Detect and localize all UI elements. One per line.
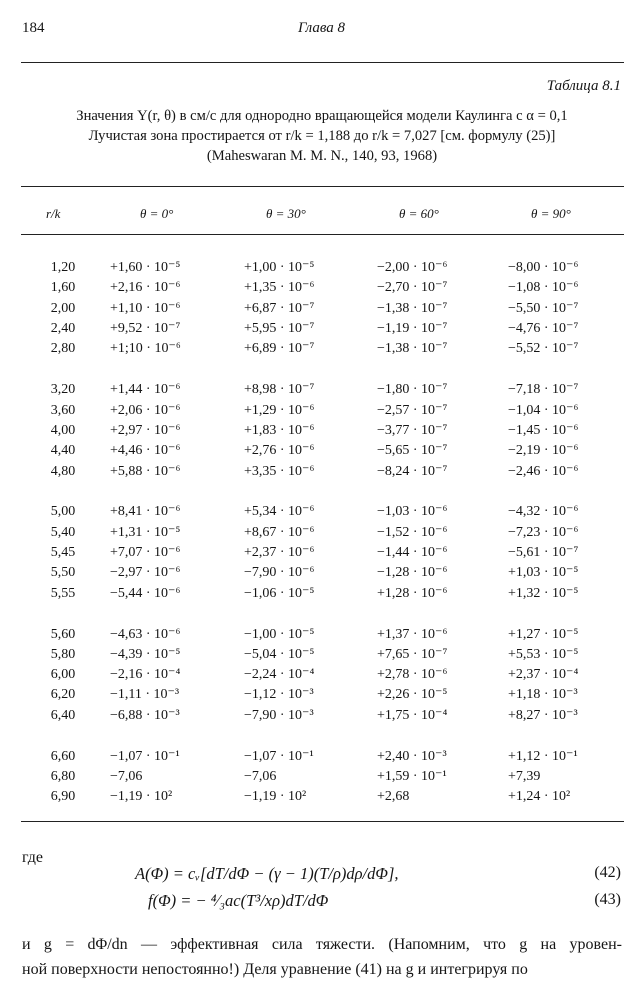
table-row [0, 299, 643, 319]
cell-theta-90: +1,18 · 10⁻³ [508, 687, 578, 703]
cell-rk: 6,60 [50, 748, 76, 764]
cell-theta-60: −1,03 · 10⁻⁶ [377, 504, 448, 520]
cell-theta-0: +4,46 · 10⁻⁶ [110, 443, 181, 459]
table-caption-line: Значения Y(r, θ) в см/с для однородно вращающейся модели Каулинга с α = 0,1 [76, 108, 568, 124]
table-row [0, 625, 643, 645]
table-label: Таблица 8.1 [546, 78, 621, 94]
cell-theta-30: −7,06 [244, 768, 277, 784]
cell-theta-90: −5,52 · 10⁻⁷ [508, 341, 579, 357]
cell-theta-60: +1,37 · 10⁻⁶ [377, 626, 448, 642]
table-row [0, 421, 643, 441]
table-bottom-rule [21, 821, 624, 822]
cell-theta-30: +1,83 · 10⁻⁶ [244, 422, 315, 438]
cell-theta-30: +8,98 · 10⁻⁷ [244, 382, 315, 398]
cell-theta-0: −5,44 · 10⁻⁶ [110, 585, 181, 601]
table-caption-line: Лучистая зона простирается от r/k = 1,188 до r/k = 7,027 [см. формулу (25)] [88, 128, 556, 144]
cell-theta-60: +1,75 · 10⁻⁴ [377, 707, 448, 723]
table-row [0, 543, 643, 563]
table-header-rule [21, 234, 624, 235]
cell-theta-0: −4,39 · 10⁻⁵ [110, 646, 181, 662]
cell-theta-60: +1,28 · 10⁻⁶ [377, 585, 448, 601]
cell-theta-30: −1,19 · 10² [244, 789, 307, 805]
cell-theta-30: +6,89 · 10⁻⁷ [244, 341, 315, 357]
cell-theta-0: −1,11 · 10⁻³ [110, 687, 180, 703]
cell-rk: 5,60 [50, 626, 76, 642]
cell-theta-0: +2,97 · 10⁻⁶ [110, 422, 181, 438]
cell-theta-30: +8,67 · 10⁻⁶ [244, 524, 315, 540]
cell-theta-90: −4,76 · 10⁻⁷ [508, 321, 579, 336]
cell-rk: 2,00 [50, 300, 76, 316]
table-row [0, 645, 643, 665]
cell-theta-30: −7,90 · 10⁻³ [244, 707, 314, 723]
equation-43: f(Φ) = − ⁴⁄₃ac(T³/xρ)dT/dΦ [148, 891, 329, 910]
cell-theta-90: +7,39 [508, 768, 541, 784]
cell-rk: 6,00 [50, 667, 76, 683]
cell-theta-0: +9,52 · 10⁻⁷ [110, 321, 181, 336]
cell-theta-0: +1,44 · 10⁻⁶ [110, 382, 181, 398]
cell-theta-0: +2,16 · 10⁻⁶ [110, 280, 181, 296]
cell-theta-0: +5,88 · 10⁻⁶ [110, 463, 181, 479]
cell-theta-0: +8,41 · 10⁻⁶ [110, 504, 181, 520]
cell-rk: 4,40 [50, 443, 76, 459]
cell-theta-90: −4,32 · 10⁻⁶ [508, 504, 579, 520]
cell-rk: 1,20 [50, 260, 76, 275]
cell-theta-0: −2,97 · 10⁻⁶ [110, 565, 181, 581]
cell-theta-60: −2,57 · 10⁻⁷ [377, 402, 448, 418]
cell-theta-90: −1,04 · 10⁻⁶ [508, 402, 579, 418]
cell-theta-90: +1,27 · 10⁻⁵ [508, 626, 579, 642]
table-row [0, 380, 643, 400]
column-header-theta-60: θ = 60° [399, 206, 439, 221]
cell-theta-90: +8,27 · 10⁻³ [508, 707, 578, 723]
cell-theta-60: −2,70 · 10⁻⁷ [377, 280, 448, 296]
cell-theta-60: −1,80 · 10⁻⁷ [377, 382, 448, 398]
cell-theta-0: −2,16 · 10⁻⁴ [110, 667, 181, 683]
cell-theta-90: −2,46 · 10⁻⁶ [508, 463, 579, 479]
cell-theta-90: −5,61 · 10⁻⁷ [508, 545, 579, 560]
column-header-theta-0: θ = 0° [140, 206, 174, 221]
paragraph-line: ной поверхности непостоянно!) Деля уравнение (41) на g и интегрируя по [22, 961, 528, 978]
cell-theta-60: −3,77 · 10⁻⁷ [377, 422, 448, 438]
cell-theta-60: +2,26 · 10⁻⁵ [377, 687, 448, 703]
cell-rk: 5,50 [50, 565, 76, 581]
paragraph-line: и g = dΦ/dn — эффективная сила тяжести. (Напомним, что g на уровен- [22, 936, 622, 953]
cell-theta-60: +2,68 [377, 789, 410, 805]
cell-theta-0: +1,60 · 10⁻⁵ [110, 260, 181, 275]
cell-theta-90: −2,19 · 10⁻⁶ [508, 443, 579, 459]
table-row [0, 584, 643, 604]
cell-theta-60: −1,52 · 10⁻⁶ [377, 524, 448, 540]
column-header-theta-30: θ = 30° [266, 206, 306, 221]
cell-theta-90: −8,00 · 10⁻⁶ [508, 260, 579, 275]
cell-rk: 6,80 [50, 768, 76, 784]
cell-theta-0: −1,07 · 10⁻¹ [110, 748, 180, 764]
cell-theta-30: −1,00 · 10⁻⁵ [244, 626, 315, 642]
table-row [0, 747, 643, 767]
table-row [0, 502, 643, 522]
cell-rk: 5,55 [50, 585, 76, 601]
table-row [0, 441, 643, 461]
cell-theta-90: −7,23 · 10⁻⁶ [508, 524, 579, 540]
cell-theta-90: +5,53 · 10⁻⁵ [508, 646, 579, 662]
cell-rk: 5,00 [50, 504, 76, 520]
table-row [0, 258, 643, 278]
column-header-rk: r/k [46, 206, 61, 221]
cell-theta-90: +1,32 · 10⁻⁵ [508, 585, 579, 601]
table-row [0, 401, 643, 421]
cell-theta-90: −7,18 · 10⁻⁷ [508, 382, 579, 398]
equation-43-number: (43) [594, 891, 621, 908]
cell-theta-60: −1,38 · 10⁻⁷ [377, 341, 448, 357]
equation-42-number: (42) [594, 864, 621, 881]
cell-theta-90: +1,03 · 10⁻⁵ [508, 565, 579, 581]
cell-rk: 6,20 [50, 687, 76, 703]
table-row [0, 665, 643, 685]
cell-theta-60: +2,78 · 10⁻⁶ [377, 667, 448, 683]
cell-theta-0: +7,07 · 10⁻⁶ [110, 545, 181, 560]
cell-theta-90: −1,45 · 10⁻⁶ [508, 422, 579, 438]
cell-theta-60: −8,24 · 10⁻⁷ [377, 463, 448, 479]
running-head: Глава 8 [297, 20, 346, 36]
cell-theta-30: +6,87 · 10⁻⁷ [244, 300, 315, 316]
cell-theta-0: +1,10 · 10⁻⁶ [110, 300, 181, 316]
cell-theta-60: −1,28 · 10⁻⁶ [377, 565, 448, 581]
cell-rk: 4,80 [50, 463, 76, 479]
table-caption-line: (Maheswaran M. M. N., 140, 93, 1968) [206, 148, 438, 164]
cell-rk: 5,45 [50, 545, 76, 560]
table-row [0, 767, 643, 787]
cell-rk: 3,60 [50, 402, 76, 418]
cell-theta-0: −4,63 · 10⁻⁶ [110, 626, 181, 642]
cell-theta-30: −2,24 · 10⁻⁴ [244, 667, 315, 683]
cell-theta-60: +2,40 · 10⁻³ [377, 748, 447, 764]
cell-theta-60: −5,65 · 10⁻⁷ [377, 443, 448, 459]
cell-rk: 1,60 [50, 280, 76, 296]
cell-theta-60: −1,19 · 10⁻⁷ [377, 321, 448, 336]
cell-theta-30: +2,76 · 10⁻⁶ [244, 443, 315, 459]
column-header-theta-90: θ = 90° [531, 206, 571, 221]
page-number: 184 [22, 20, 45, 36]
cell-theta-30: −7,90 · 10⁻⁶ [244, 565, 315, 581]
cell-theta-0: +1;10 · 10⁻⁶ [110, 341, 181, 357]
table-top-rule [21, 186, 624, 187]
cell-rk: 4,00 [50, 422, 76, 438]
cell-theta-0: +1,31 · 10⁻⁵ [110, 524, 181, 540]
header-rule [21, 62, 624, 63]
where-word: где [22, 849, 44, 866]
cell-theta-30: +2,37 · 10⁻⁶ [244, 545, 315, 560]
cell-theta-30: +5,95 · 10⁻⁷ [244, 321, 315, 336]
table-row [0, 278, 643, 298]
cell-theta-60: −1,38 · 10⁻⁷ [377, 300, 448, 316]
cell-theta-60: −2,00 · 10⁻⁶ [377, 260, 448, 275]
table-row [0, 339, 643, 359]
cell-theta-30: −1,06 · 10⁻⁵ [244, 585, 315, 601]
equation-42: A(Φ) = cᵥ[dT/dΦ − (γ − 1)(T/ρ)dρ/dΦ], [135, 864, 399, 883]
cell-theta-0: −7,06 [110, 768, 143, 784]
cell-theta-90: +2,37 · 10⁻⁴ [508, 667, 579, 683]
cell-theta-30: +5,34 · 10⁻⁶ [244, 504, 315, 520]
table-row [0, 706, 643, 726]
cell-theta-30: −1,12 · 10⁻³ [244, 687, 314, 703]
cell-rk: 6,90 [50, 789, 76, 805]
cell-rk: 5,80 [50, 646, 76, 662]
table-row [0, 685, 643, 705]
cell-theta-60: +1,59 · 10⁻¹ [377, 768, 447, 784]
cell-theta-0: +2,06 · 10⁻⁶ [110, 402, 181, 418]
cell-theta-90: −5,50 · 10⁻⁷ [508, 300, 579, 316]
cell-rk: 2,80 [50, 341, 76, 357]
cell-rk: 2,40 [50, 321, 76, 336]
cell-theta-0: −1,19 · 10² [110, 789, 173, 805]
cell-theta-30: +1,35 · 10⁻⁶ [244, 280, 315, 296]
cell-theta-90: −1,08 · 10⁻⁶ [508, 280, 579, 296]
cell-theta-30: −5,04 · 10⁻⁵ [244, 646, 315, 662]
cell-rk: 3,20 [50, 382, 76, 398]
table-row [0, 787, 643, 807]
cell-theta-30: +3,35 · 10⁻⁶ [244, 463, 315, 479]
cell-theta-0: −6,88 · 10⁻³ [110, 707, 180, 723]
table-row [0, 462, 643, 482]
cell-theta-60: −1,44 · 10⁻⁶ [377, 545, 448, 560]
cell-theta-90: +1,12 · 10⁻¹ [508, 748, 578, 764]
cell-theta-30: −1,07 · 10⁻¹ [244, 748, 314, 764]
cell-theta-90: +1,24 · 10² [508, 789, 571, 805]
cell-theta-30: +1,00 · 10⁻⁵ [244, 260, 315, 275]
table-row [0, 319, 643, 339]
cell-rk: 6,40 [50, 707, 76, 723]
cell-theta-30: +1,29 · 10⁻⁶ [244, 402, 315, 418]
table-row [0, 523, 643, 543]
table-row [0, 563, 643, 583]
cell-rk: 5,40 [50, 524, 76, 540]
cell-theta-60: +7,65 · 10⁻⁷ [377, 646, 448, 662]
